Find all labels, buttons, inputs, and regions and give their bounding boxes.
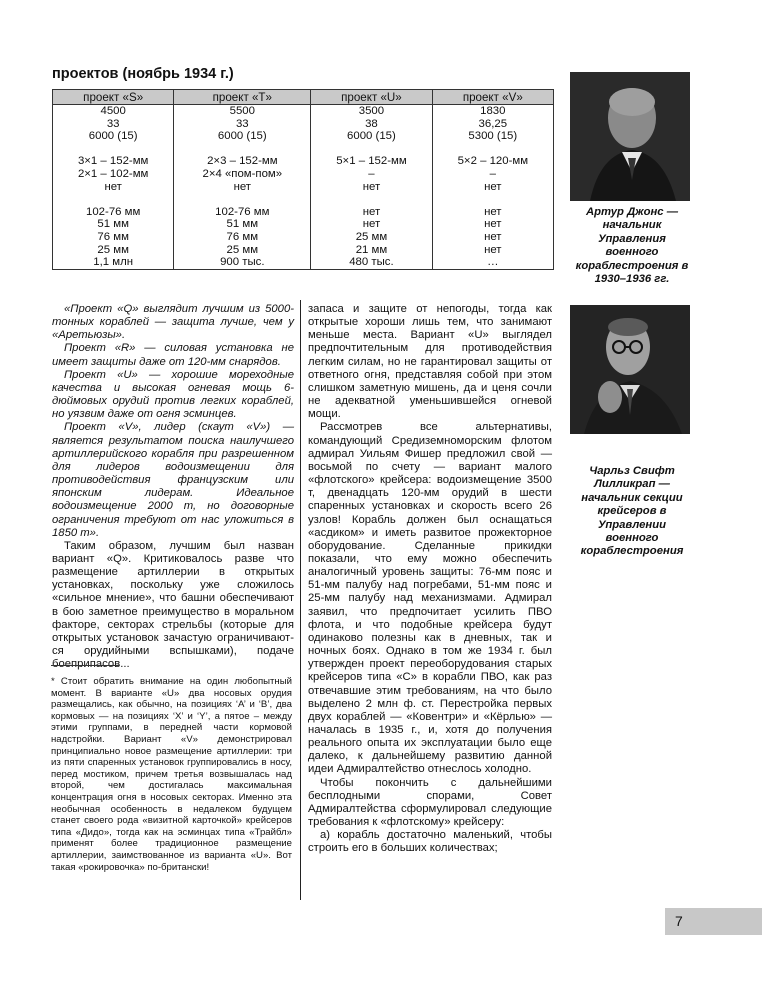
footnote-divider xyxy=(51,665,119,666)
column-t-values xyxy=(174,105,311,270)
table-cell: 25 мм xyxy=(97,243,129,256)
table-cell xyxy=(433,193,553,206)
table-cell: нет xyxy=(484,243,502,256)
table-cell: 21 мм xyxy=(355,243,388,256)
table-cell xyxy=(53,193,173,206)
table-cell: – xyxy=(368,167,375,180)
column-u-values xyxy=(311,105,432,270)
body-paragraph: Рассмотрев все альтернативы, командующий Средиземноморским флотом адмирал Уильям Фишер предложил свой — восьмой по счету — вариант малого «флотского» крейсера: водоизмещение 3500 т, двенадцать 120-мм орудий в шести спаренных установках и скорость всего 26 узлов! Корабль должен был оснащаться «асдиком» и иметь развитое прожекторное оборудование. Сделанные прикидки показали, что ему можно обеспечить аналогичный уровень защиты: 76-мм пояс и 51-мм палубу над погребами, 51-мм пояс и 25-мм палубу над механизмами. Адмирал заявил, что предпочитает усилить ПВО флота, и что подобные крейсера будут одинаково полезны как в дневных, так и ночных боях. Однако в том же 1934 г. был утвержден проект переоборудования старых крейсеров типа «C» в корабли ПВО, как раз отвечавшие этим требованиям, на что было выделено 2 млн ф. ст. Перестройка первых двух кораблей — «Ковентри» и «Кёрлью» — началась в 1935 г., и, хотя до получения реального опыта их эксплуатации было еще далеко, к дальнейшему развитию данной идеи Адмиралтейство отнеслось холодно. xyxy=(308,421,552,776)
photo-arthur-johns xyxy=(570,72,690,201)
table-cell: 33 xyxy=(106,117,120,130)
table-cell: 5500 xyxy=(229,105,255,117)
body-paragraph: а) корабль достаточно маленький, чтобы строить его в больших количествах; xyxy=(308,829,552,855)
table-cell: нет xyxy=(484,218,502,231)
table-cell: нет xyxy=(104,180,122,193)
table-cell: 51 мм xyxy=(226,218,259,231)
table-cell: нет xyxy=(362,205,381,218)
page-number: 7 xyxy=(675,913,683,929)
table-cell xyxy=(174,193,310,206)
body-paragraph: Таким образом, лучшим был назван вариант «Q». Критиковалось разве что размещение артиллерии в открытых установках, поскольку уже сложилось «сильное мнение», что башни обеспечивают в бою заметное преимущество в моральном факторе, секторах стрельбы (которые для открытых установок зачастую ограничивают-ся орудийными вспышками), подаче боеприпасов... xyxy=(52,539,294,671)
table-cell: 76 мм xyxy=(226,230,259,243)
table-cell xyxy=(311,143,431,156)
column-header-v: проект «V» xyxy=(432,90,553,105)
table-cell xyxy=(174,143,310,156)
table-header-row xyxy=(53,90,554,105)
table-cell: нет xyxy=(484,205,502,218)
column-s-values xyxy=(53,105,174,270)
table-cell: 5×2 – 120-мм xyxy=(457,155,529,168)
table-cell: 51 мм xyxy=(97,218,129,231)
table-cell: 33 xyxy=(235,117,249,130)
column-divider xyxy=(300,300,301,900)
table-title: проектов (ноябрь 1934 г.) xyxy=(52,66,234,82)
table-cell: 25 мм xyxy=(355,230,388,243)
table-cell: 102-76 мм xyxy=(86,205,141,218)
photo-charles-lillicrap xyxy=(570,305,690,434)
table-body-row xyxy=(53,105,554,270)
table-cell xyxy=(433,143,553,156)
table-cell: – xyxy=(489,167,496,180)
footnote: * Стоит обратить внимание на один любопытный момент. В варианте «U» два носовых орудия размещались, как обычно, на позициях ‘A’ и ‘B’, два кормовых — на позициях ‘X’ и ‘Y’, а пятое – между этими группами, в передней части кормовой надстройки. Вариант «V» демонстрировал принципиально новое размещение артиллерии: три из пяти спаренных установок группировались в носу, перед мостиком, причем третья возвышалась над второй, чем достигалась максимальная концентрация огня в носовых секторах. Именно эта необычная особенность в недалеком будущем станет своего рода «визитной карточкой» крейсеров типа «Дидо», тогда как на эсминцах типа «Трайбл» применят более традиционное размещение артиллерии, заимствованное из варианта «U». Вот такая «рокировочка» по-британски! xyxy=(51,676,292,873)
body-paragraph: запаса и защите от непогоды, тогда как открытые хороши лишь тем, что занимают меньше места. Вариант «U» выглядел предпочтительным для противодействия легким силам, но не гарантировал защиты от ответного огня, представляя собой при этом слишком заметную мишень, да и ценя сочли не адекватной уменьшившейся огневой мощи. xyxy=(308,303,552,421)
column-v-values xyxy=(432,105,553,270)
table-cell: … xyxy=(487,256,499,269)
quote-paragraph-u: Проект «U» — хорошие мореходные качества и высокая огневая мощь 6-дюймовых орудий против легких кораблей, но уязвим даже от огня эсминцев. xyxy=(52,368,294,421)
table-cell: 38 xyxy=(365,117,378,130)
quote-paragraph-q: «Проект «Q» выглядит лучшим из 5000-тонных кораблей — защита лучше, чем у «Аретьюзы». xyxy=(52,303,294,342)
table-cell: 3500 xyxy=(358,105,385,117)
table-cell: нет xyxy=(362,180,381,193)
right-column-text xyxy=(308,303,552,856)
table-cell: нет xyxy=(484,230,502,243)
table-cell: 3×1 – 152-мм xyxy=(77,155,149,168)
table-cell: нет xyxy=(362,218,381,231)
table-cell: 900 тыс. xyxy=(220,256,265,269)
table-cell: 1830 xyxy=(480,105,506,117)
table-cell: 25 мм xyxy=(226,243,259,256)
table-cell: 6000 (15) xyxy=(347,130,396,143)
caption-arthur-johns: Артур Джонс — начальник Управления военного кораблестроения в 1930–1936 гг. xyxy=(575,206,689,286)
table-cell: 36,25 xyxy=(478,117,508,130)
table-cell: 5300 (15) xyxy=(468,130,518,143)
table-cell xyxy=(53,143,173,156)
left-column-text xyxy=(52,303,294,671)
column-header-u: проект «U» xyxy=(311,90,432,105)
quote-paragraph-r: Проект «R» — силовая установка не имеет защиты даже от 120-мм снарядов. xyxy=(52,342,294,368)
table-cell: 76 мм xyxy=(97,230,129,243)
table-cell: 5×1 – 152-мм xyxy=(336,155,407,168)
table-cell: 2×1 – 102-мм xyxy=(77,167,149,180)
table-cell: нет xyxy=(484,180,502,193)
table-cell xyxy=(311,193,431,206)
portrait-image xyxy=(570,72,690,201)
table-cell: 480 тыс. xyxy=(349,256,394,269)
column-header-s: проект «S» xyxy=(53,90,174,105)
caption-charles-lillicrap: Чарльз Свифт Лилликрап — начальник секции крейсеров в Управлении военного кораблестроения xyxy=(580,465,684,558)
portrait-image xyxy=(570,305,690,434)
column-header-t: проект «T» xyxy=(174,90,311,105)
table-cell: 6000 (15) xyxy=(88,130,138,143)
table-cell: 102-76 мм xyxy=(215,205,270,218)
body-paragraph: Чтобы покончить с дальнейшими бесплодными спорами, Совет Адмиралтейства сформулировал следующие требования к «флотскому» крейсеру: xyxy=(308,776,552,829)
quote-paragraph-v: Проект «V», лидер (скаут «V») — является результатом поиска наилучшего артиллерийского корабля при разрешенном для лидеров водоизмещении для противодействия французским или японским лидерам. Идеальное водоизмещение 2000 т, но договорные ограничения требуют от нас уложиться в 1850 т». xyxy=(52,421,294,539)
project-spec-table xyxy=(52,89,554,270)
table-cell: 2×4 «пом-пом» xyxy=(202,167,283,180)
table-cell: 2×3 – 152-мм xyxy=(207,155,278,168)
table-cell: 1,1 млн xyxy=(93,256,134,269)
table-cell: 4500 xyxy=(100,105,126,117)
table-cell: нет xyxy=(233,180,252,193)
table-cell: 6000 (15) xyxy=(217,130,267,143)
